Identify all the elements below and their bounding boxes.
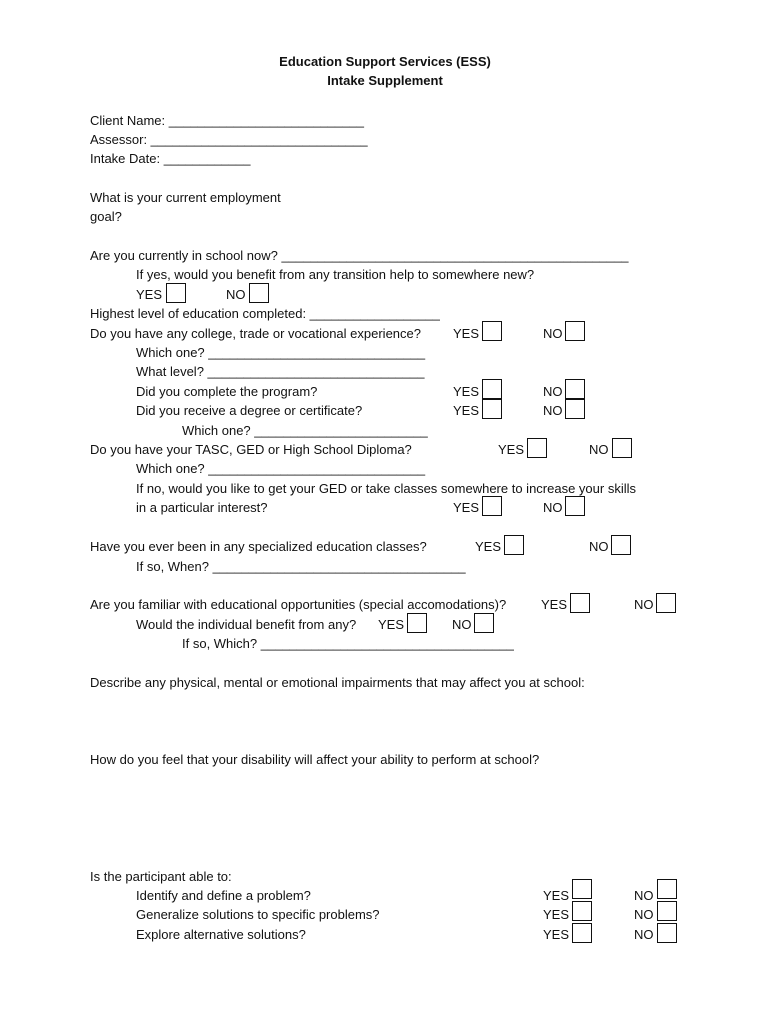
special-when-field[interactable]: If so, When? ___________________________________ bbox=[136, 559, 466, 574]
employment-goal-question-cont: goal? bbox=[90, 209, 122, 224]
ged-question: If no, would you like to get your GED or take classes somewhere to increase your skills bbox=[136, 481, 636, 496]
degree-which-field[interactable]: Which one? ________________________ bbox=[182, 423, 428, 438]
special-no-label: NO bbox=[589, 539, 609, 554]
degree-question: Did you receive a degree or certificate? bbox=[136, 403, 363, 418]
complete-no-checkbox[interactable] bbox=[565, 379, 585, 399]
benefit-no-label: NO bbox=[452, 617, 472, 632]
familiar-no-label: NO bbox=[634, 597, 654, 612]
tasc-yes-checkbox[interactable] bbox=[527, 438, 547, 458]
complete-program-question: Did you complete the program? bbox=[136, 384, 318, 399]
client-name-field[interactable]: Client Name: ___________________________ bbox=[90, 113, 364, 128]
page-title: Education Support Services (ESS) bbox=[279, 54, 491, 69]
explore-yes-label: YES bbox=[543, 927, 570, 942]
participant-question: Is the participant able to: bbox=[90, 869, 232, 884]
impairments-question: Describe any physical, mental or emotional impairments that may affect you at school: bbox=[90, 675, 585, 690]
identify-problem-item: Identify and define a problem? bbox=[136, 888, 311, 903]
highest-education-field[interactable]: Highest level of education completed: __________________ bbox=[90, 306, 440, 321]
benefit-yes-checkbox[interactable] bbox=[407, 613, 427, 633]
benefit-no-checkbox[interactable] bbox=[474, 613, 494, 633]
employment-goal-question: What is your current employment bbox=[90, 190, 281, 205]
college-which-field[interactable]: Which one? ______________________________ bbox=[136, 345, 426, 360]
tasc-no-label: NO bbox=[589, 442, 609, 457]
explore-no-label: NO bbox=[634, 927, 654, 942]
degree-no-label: NO bbox=[543, 403, 563, 418]
college-yes-checkbox[interactable] bbox=[482, 321, 502, 341]
explore-no-checkbox[interactable] bbox=[657, 923, 677, 943]
college-question: Do you have any college, trade or vocational experience? bbox=[90, 326, 421, 341]
ged-no-label: NO bbox=[543, 500, 563, 515]
degree-yes-checkbox[interactable] bbox=[482, 399, 502, 419]
transition-no-checkbox[interactable] bbox=[249, 283, 269, 303]
special-classes-question: Have you ever been in any specialized education classes? bbox=[90, 539, 427, 554]
identify-yes-checkbox[interactable] bbox=[572, 879, 592, 899]
benefit-yes-label: YES bbox=[378, 617, 405, 632]
transition-question: If yes, would you benefit from any transition help to somewhere new? bbox=[136, 267, 535, 282]
complete-yes-label: YES bbox=[453, 384, 480, 399]
transition-yes-label: YES bbox=[136, 287, 163, 302]
generalize-yes-checkbox[interactable] bbox=[572, 901, 592, 921]
explore-item: Explore alternative solutions? bbox=[136, 927, 306, 942]
benefit-which-field[interactable]: If so, Which? ___________________________________ bbox=[182, 636, 514, 651]
explore-yes-checkbox[interactable] bbox=[572, 923, 592, 943]
generalize-no-checkbox[interactable] bbox=[657, 901, 677, 921]
ged-yes-checkbox[interactable] bbox=[482, 496, 502, 516]
ged-question-cont: in a particular interest? bbox=[136, 500, 268, 515]
in-school-question[interactable]: Are you currently in school now? ________________________________________________ bbox=[90, 248, 629, 263]
degree-no-checkbox[interactable] bbox=[565, 399, 585, 419]
college-level-field[interactable]: What level? ______________________________ bbox=[136, 364, 425, 379]
complete-yes-checkbox[interactable] bbox=[482, 379, 502, 399]
familiar-no-checkbox[interactable] bbox=[656, 593, 676, 613]
familiar-yes-checkbox[interactable] bbox=[570, 593, 590, 613]
disability-question: How do you feel that your disability will affect your ability to perform at school? bbox=[90, 752, 540, 767]
transition-yes-checkbox[interactable] bbox=[166, 283, 186, 303]
page-subtitle: Intake Supplement bbox=[327, 73, 443, 88]
generalize-item: Generalize solutions to specific problems? bbox=[136, 907, 380, 922]
benefit-question: Would the individual benefit from any? bbox=[136, 617, 357, 632]
familiar-question: Are you familiar with educational opportunities (special accomodations)? bbox=[90, 597, 507, 612]
tasc-which-field[interactable]: Which one? ______________________________ bbox=[136, 461, 426, 476]
identify-yes-label: YES bbox=[543, 888, 570, 903]
college-yes-label: YES bbox=[453, 326, 480, 341]
assessor-field[interactable]: Assessor: ______________________________ bbox=[90, 132, 368, 147]
identify-no-checkbox[interactable] bbox=[657, 879, 677, 899]
degree-yes-label: YES bbox=[453, 403, 480, 418]
ged-no-checkbox[interactable] bbox=[565, 496, 585, 516]
special-no-checkbox[interactable] bbox=[611, 535, 631, 555]
tasc-no-checkbox[interactable] bbox=[612, 438, 632, 458]
complete-no-label: NO bbox=[543, 384, 563, 399]
generalize-yes-label: YES bbox=[543, 907, 570, 922]
special-yes-label: YES bbox=[475, 539, 502, 554]
college-no-label: NO bbox=[543, 326, 563, 341]
special-yes-checkbox[interactable] bbox=[504, 535, 524, 555]
tasc-question: Do you have your TASC, GED or High School Diploma? bbox=[90, 442, 412, 457]
ged-yes-label: YES bbox=[453, 500, 480, 515]
generalize-no-label: NO bbox=[634, 907, 654, 922]
tasc-yes-label: YES bbox=[498, 442, 525, 457]
identify-no-label: NO bbox=[634, 888, 654, 903]
familiar-yes-label: YES bbox=[541, 597, 568, 612]
college-no-checkbox[interactable] bbox=[565, 321, 585, 341]
intake-date-field[interactable]: Intake Date: ____________ bbox=[90, 151, 251, 166]
transition-no-label: NO bbox=[226, 287, 246, 302]
